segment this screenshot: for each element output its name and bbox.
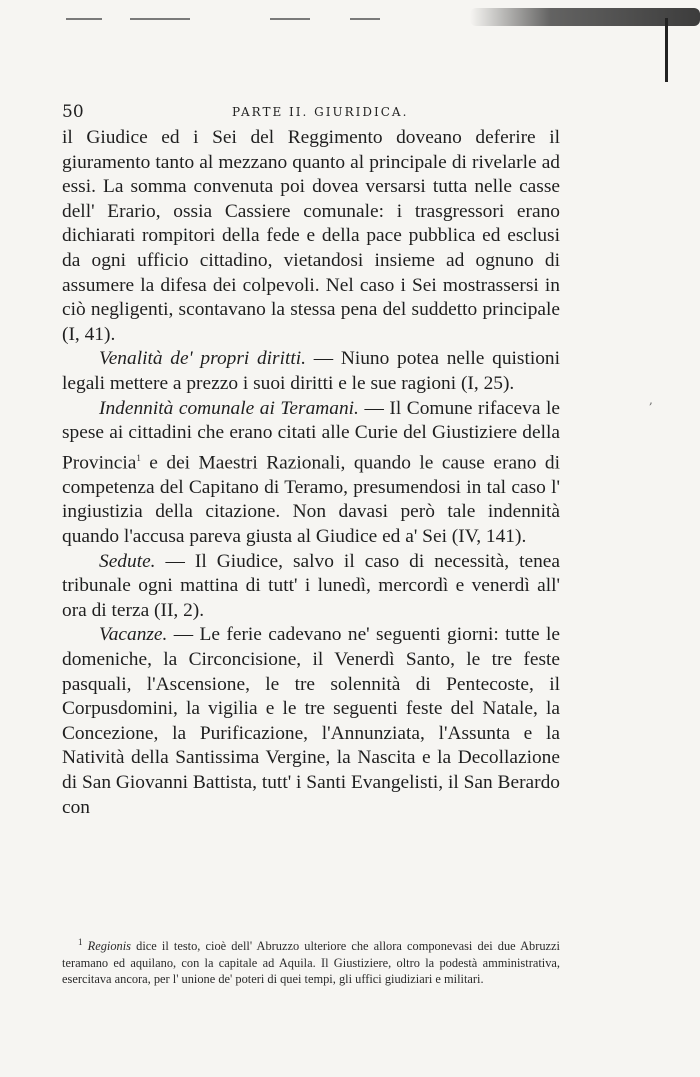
section-title: Venalità de' propri diritti. [99, 348, 307, 370]
paragraph-text: — Il Comune rifaceva le spese ai cittadini che erano citati alle Curie del Giustiziere della Provincia [62, 397, 560, 474]
paragraph-indennita [62, 397, 560, 550]
running-head: PARTE II. GIURIDICA. [232, 105, 409, 119]
footnote-text: dice il testo, cioè dell' Abruzzo ulteriore che allora componevasi dei due Abruzzi teramano ed aquilano, con la capitale ad Aquila. Il Giustiziere, oltro la podestà amministrativa, esercitava ancora, per l' unione de' poteri di quei tempi, gli uffici giudiziari e militari. [62, 939, 560, 986]
section-title: Vacanze. [99, 624, 168, 646]
page-number: 50 [62, 102, 84, 122]
section-title: Indennità comunale ai Teramani. [99, 397, 359, 419]
paragraph-vacanze [62, 623, 560, 820]
footnote-lead: Regionis [87, 939, 131, 954]
scan-dash [350, 18, 380, 20]
footnote-marker: 1 [136, 452, 141, 463]
footnote-number: 1 [78, 937, 83, 947]
paragraph-venalita [62, 347, 560, 396]
margin-mark: , [649, 393, 653, 407]
scan-dash [66, 18, 102, 20]
paragraph-continuation [62, 126, 560, 347]
paragraph-text: — Le ferie cadevano ne' seguenti giorni: tutte le domeniche, la Circoncisione, il Venerdì Santo, le tre feste pasquali, l'Ascensione, le tre solennità di Pentecoste, il Corpusdomini, la vigilia e le tre seguenti feste del Natale, la Concezione, la Purificazione, l'Annunziata, l'Assunta e la Natività della Santissima Vergine, la Nascita e la Decollazione di San Giovanni Battista, tutt' i Santi Evangelisti, il San Berardo con [62, 624, 560, 818]
scan-artifact [60, 8, 700, 28]
page-body [62, 126, 560, 820]
scan-stem [665, 18, 668, 82]
paragraph-text: — Il Giudice, salvo il caso di necessità, tenea tribunale ogni mattina di tutt' i lunedì, mercordì e venerdì all' ora di terza (II, 2). [62, 550, 560, 621]
scan-dash [270, 18, 310, 20]
paragraph-text: e dei Maestri Razionali, quando le cause erano di competenza del Capitano di Teramo, presumendosi in tal caso l' ingiustizia della citazione. Non davasi però tale indennità quando l'accusa pareva giusta al Giudice ed a' Sei (IV, 141). [62, 452, 560, 547]
paragraph-text: il Giudice ed i Sei del Reggimento doveano deferire il giuramento tanto al mezzano quanto al principale di rivelarle ad essi. La somma convenuta poi dovea versarsi tutta nelle casse dell' Erario, ossia Cassiere comunale: i trasgressori erano dichiarati rompitori della fede e della pace pubblica ed esclusi da ogni ufficio cittadino, vietandosi insieme ad ognuno di assumere la difesa dei colpevoli. Nel caso i Sei mostrassersi in ciò negligenti, scontavano la stessa pena del suddetto principale (I, 41). [62, 127, 560, 345]
paragraph-sedute [62, 550, 560, 624]
footnote [62, 934, 560, 987]
page-header [62, 102, 562, 122]
paragraph-text: — Niuno potea nelle quistioni legali mettere a prezzo i suoi diritti e le sue ragioni (I, 25). [62, 348, 560, 394]
scan-dash [130, 18, 190, 20]
section-title: Sedute. [99, 550, 156, 572]
